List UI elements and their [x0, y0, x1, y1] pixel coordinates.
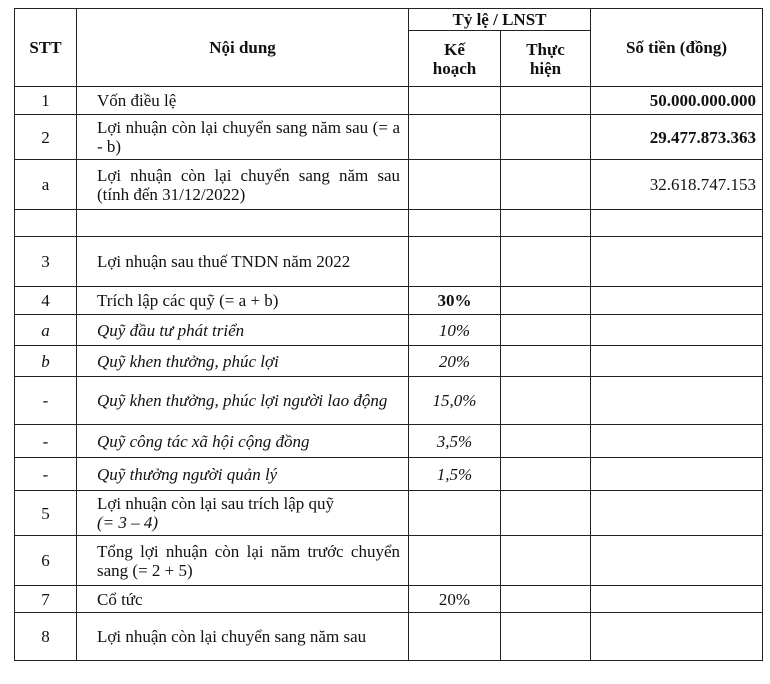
row-amount	[591, 458, 763, 491]
row-actual	[501, 346, 591, 377]
row-plan: 10%	[409, 315, 501, 346]
row-plan	[409, 87, 501, 115]
table-row	[15, 287, 763, 315]
row-stt: -	[15, 458, 77, 491]
row-actual	[501, 491, 591, 536]
table-row	[15, 346, 763, 377]
row-content: Lợi nhuận còn lại chuyển sang năm sau (tính đến 31/12/2022)	[77, 160, 409, 210]
row-content	[77, 491, 409, 536]
row-plan	[409, 536, 501, 586]
table-row	[15, 115, 763, 160]
row-actual	[501, 160, 591, 210]
row-amount	[591, 491, 763, 536]
row-actual	[501, 425, 591, 458]
row-plan	[409, 210, 501, 237]
row-stt: b	[15, 346, 77, 377]
row-plan: 15,0%	[409, 377, 501, 425]
row-stt: 2	[15, 115, 77, 160]
header-actual: Thực hiện	[501, 31, 591, 87]
row-content: Trích lập các quỹ (= a + b)	[77, 287, 409, 315]
row-actual	[501, 613, 591, 661]
table-row	[15, 160, 763, 210]
row-actual	[501, 237, 591, 287]
row-content: Cổ tức	[77, 586, 409, 613]
row-actual	[501, 586, 591, 613]
header-row-1	[15, 9, 763, 31]
row-content: Quỹ khen thưởng, phúc lợi người lao động	[77, 377, 409, 425]
table-row	[15, 425, 763, 458]
profit-distribution-table	[14, 8, 763, 661]
row-amount	[591, 613, 763, 661]
row-plan	[409, 491, 501, 536]
row-stt: 3	[15, 237, 77, 287]
row-stt: a	[15, 315, 77, 346]
table-row	[15, 377, 763, 425]
table-row	[15, 491, 763, 536]
table-row	[15, 586, 763, 613]
row-stt	[15, 210, 77, 237]
row-amount	[591, 315, 763, 346]
table-row	[15, 613, 763, 661]
row-stt: -	[15, 377, 77, 425]
table-row-empty	[15, 210, 763, 237]
row-plan	[409, 115, 501, 160]
row-content: Quỹ thưởng người quản lý	[77, 458, 409, 491]
row-actual	[501, 287, 591, 315]
table-row	[15, 315, 763, 346]
row-content: Lợi nhuận sau thuế TNDN năm 2022	[77, 237, 409, 287]
row-amount	[591, 210, 763, 237]
row-amount: 50.000.000.000	[591, 87, 763, 115]
row-stt: 7	[15, 586, 77, 613]
row-actual	[501, 87, 591, 115]
row-stt: 1	[15, 87, 77, 115]
row-content-formula: (= 3 – 4)	[97, 513, 159, 532]
header-amount: Số tiền (đồng)	[591, 9, 763, 87]
row-stt: 8	[15, 613, 77, 661]
row-plan	[409, 613, 501, 661]
row-amount	[591, 377, 763, 425]
row-amount	[591, 346, 763, 377]
row-content: Quỹ đầu tư phát triển	[77, 315, 409, 346]
row-plan	[409, 160, 501, 210]
row-amount	[591, 237, 763, 287]
row-content: Vốn điều lệ	[77, 87, 409, 115]
row-content	[77, 210, 409, 237]
table-row	[15, 87, 763, 115]
header-content: Nội dung	[77, 9, 409, 87]
row-actual	[501, 458, 591, 491]
row-plan: 20%	[409, 346, 501, 377]
row-stt: a	[15, 160, 77, 210]
row-content: Quỹ khen thưởng, phúc lợi	[77, 346, 409, 377]
row-actual	[501, 315, 591, 346]
row-amount: 29.477.873.363	[591, 115, 763, 160]
row-amount	[591, 425, 763, 458]
row-content: Quỹ công tác xã hội cộng đồng	[77, 425, 409, 458]
row-plan: 30%	[409, 287, 501, 315]
row-amount	[591, 586, 763, 613]
row-stt: 6	[15, 536, 77, 586]
row-actual	[501, 377, 591, 425]
row-content-text: Lợi nhuận còn lại sau trích lập quỹ	[97, 494, 335, 513]
row-amount: 32.618.747.153	[591, 160, 763, 210]
row-actual	[501, 210, 591, 237]
row-content: Lợi nhuận còn lại chuyển sang năm sau	[77, 613, 409, 661]
table-row	[15, 237, 763, 287]
row-stt: 5	[15, 491, 77, 536]
header-stt: STT	[15, 9, 77, 87]
row-amount	[591, 287, 763, 315]
row-content: Tổng lợi nhuận còn lại năm trước chuyển sang (= 2 + 5)	[77, 536, 409, 586]
row-plan: 1,5%	[409, 458, 501, 491]
row-stt: -	[15, 425, 77, 458]
row-plan: 3,5%	[409, 425, 501, 458]
header-ratio: Tỷ lệ / LNST	[409, 9, 591, 31]
row-plan	[409, 237, 501, 287]
row-plan: 20%	[409, 586, 501, 613]
row-actual	[501, 115, 591, 160]
row-actual	[501, 536, 591, 586]
table-row	[15, 458, 763, 491]
row-content: Lợi nhuận còn lại chuyển sang năm sau (= a - b)	[77, 115, 409, 160]
table-row	[15, 536, 763, 586]
header-plan: Kế hoạch	[409, 31, 501, 87]
row-stt: 4	[15, 287, 77, 315]
row-amount	[591, 536, 763, 586]
